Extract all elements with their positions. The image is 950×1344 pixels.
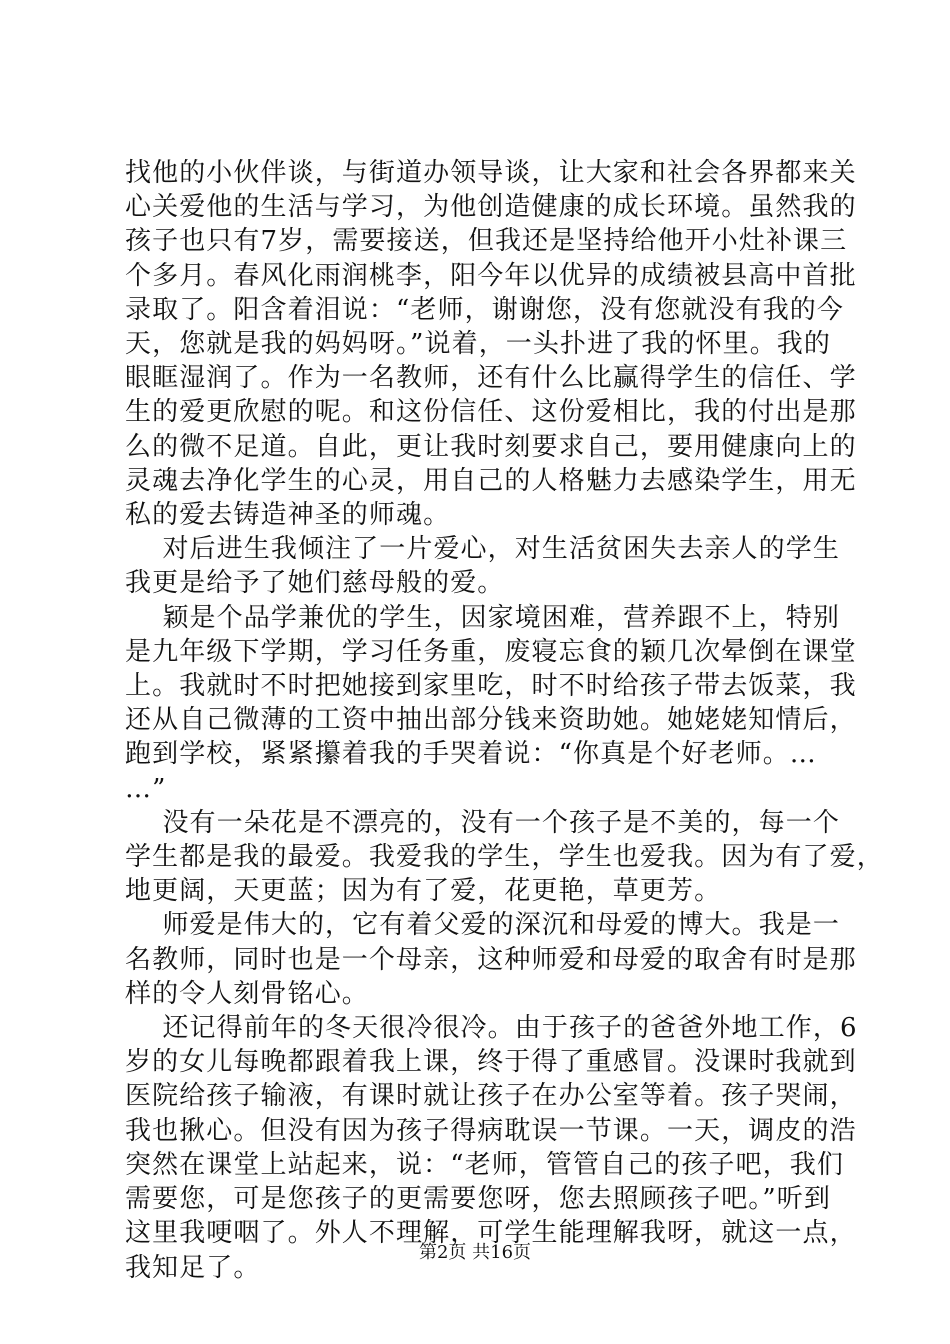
text-line: 学生都是我的最爱。我爱我的学生，学生也爱我。因为有了爱， (125, 842, 884, 873)
text-line: 还记得前年的冬天很冷很冷。由于孩子的爸爸外地工作，6 (125, 1013, 858, 1044)
text-line: 私的爱去铸造神圣的师魂。 (125, 500, 451, 531)
text-line: 颖是个品学兼优的学生，因家境困难，营养跟不上，特别 (125, 602, 840, 633)
text-line: 我知足了。 (125, 1252, 261, 1283)
text-line: 眼眶湿润了。作为一名教师，还有什么比赢得学生的信任、学 (125, 363, 857, 394)
text-line: 我更是给予了她们慈母般的爱。 (125, 568, 505, 599)
text-line: 么的微不足道。自此，更让我时刻要求自己，要用健康向上的 (125, 431, 857, 462)
text-line: 录取了。阳含着泪说：“老师，谢谢您，没有您就没有我的今 (125, 294, 844, 325)
text-line: 需要您，可是您孩子的更需要您呀，您去照顾孩子吧。”听到 (125, 1184, 831, 1215)
text-line: …” (125, 773, 167, 804)
text-line: 上。我就时不时把她接到家里吃，时不时给孩子带去饭菜，我 (125, 671, 857, 702)
text-line: 岁的女儿每晚都跟着我上课，终于得了重感冒。没课时我就到 (125, 1047, 857, 1078)
text-line: 我也揪心。但没有因为孩子得病耽误一节课。一天，调皮的浩 (125, 1115, 857, 1146)
text-line: 个多月。春风化雨润桃李，阳今年以优异的成绩被县高中首批 (125, 260, 857, 291)
text-line: 医院给孩子输液，有课时就让孩子在办公室等着。孩子哭闹， (125, 1081, 857, 1112)
text-line: 孩子也只有7岁，需要接送，但我还是坚持给他开小灶补课三 (125, 226, 848, 257)
text-line: 地更阔，天更蓝；因为有了爱，花更艳，草更芳。 (125, 876, 722, 907)
text-line: 跑到学校，紧紧攥着我的手哭着说：“你真是个好老师。… (125, 739, 817, 770)
page-number-footer: 第2页 共16页 (418, 1242, 532, 1263)
text-line: 生的爱更欣慰的呢。和这份信任、这份爱相比，我的付出是那 (125, 397, 857, 428)
text-line: 心关爱他的生活与学习，为他创造健康的成长环境。虽然我的 (125, 192, 857, 223)
text-line: 还从自己微薄的工资中抽出部分钱来资助她。她姥姥知情后， (125, 705, 857, 736)
text-line: 样的令人刻骨铭心。 (125, 978, 369, 1009)
text-line: 对后进生我倾注了一片爱心，对生活贫困失去亲人的学生 (125, 534, 840, 565)
text-line: 没有一朵花是不漂亮的，没有一个孩子是不美的，每一个 (125, 807, 840, 838)
text-line: 天，您就是我的妈妈呀。”说着，一头扑进了我的怀里。我的 (125, 329, 831, 360)
document-body (125, 156, 884, 1285)
text-line: 突然在课堂上站起来，说：“老师，管管自己的孩子吧，我们 (125, 1149, 844, 1180)
text-line: 找他的小伙伴谈，与街道办领导谈，让大家和社会各界都来关 (125, 158, 857, 188)
text-line: 灵魂去净化学生的心灵，用自己的人格魅力去感染学生，用无 (125, 465, 857, 496)
text-line: 是九年级下学期，学习任务重，废寝忘食的颖几次晕倒在课堂 (125, 636, 857, 667)
text-line: 师爱是伟大的，它有着父爱的深沉和母爱的博大。我是一 (125, 910, 840, 941)
text-line: 名教师，同时也是一个母亲，这种师爱和母爱的取舍有时是那 (125, 944, 857, 975)
text-line: 这里我哽咽了。外人不理解，可学生能理解我呀，就这一点， (125, 1218, 857, 1249)
